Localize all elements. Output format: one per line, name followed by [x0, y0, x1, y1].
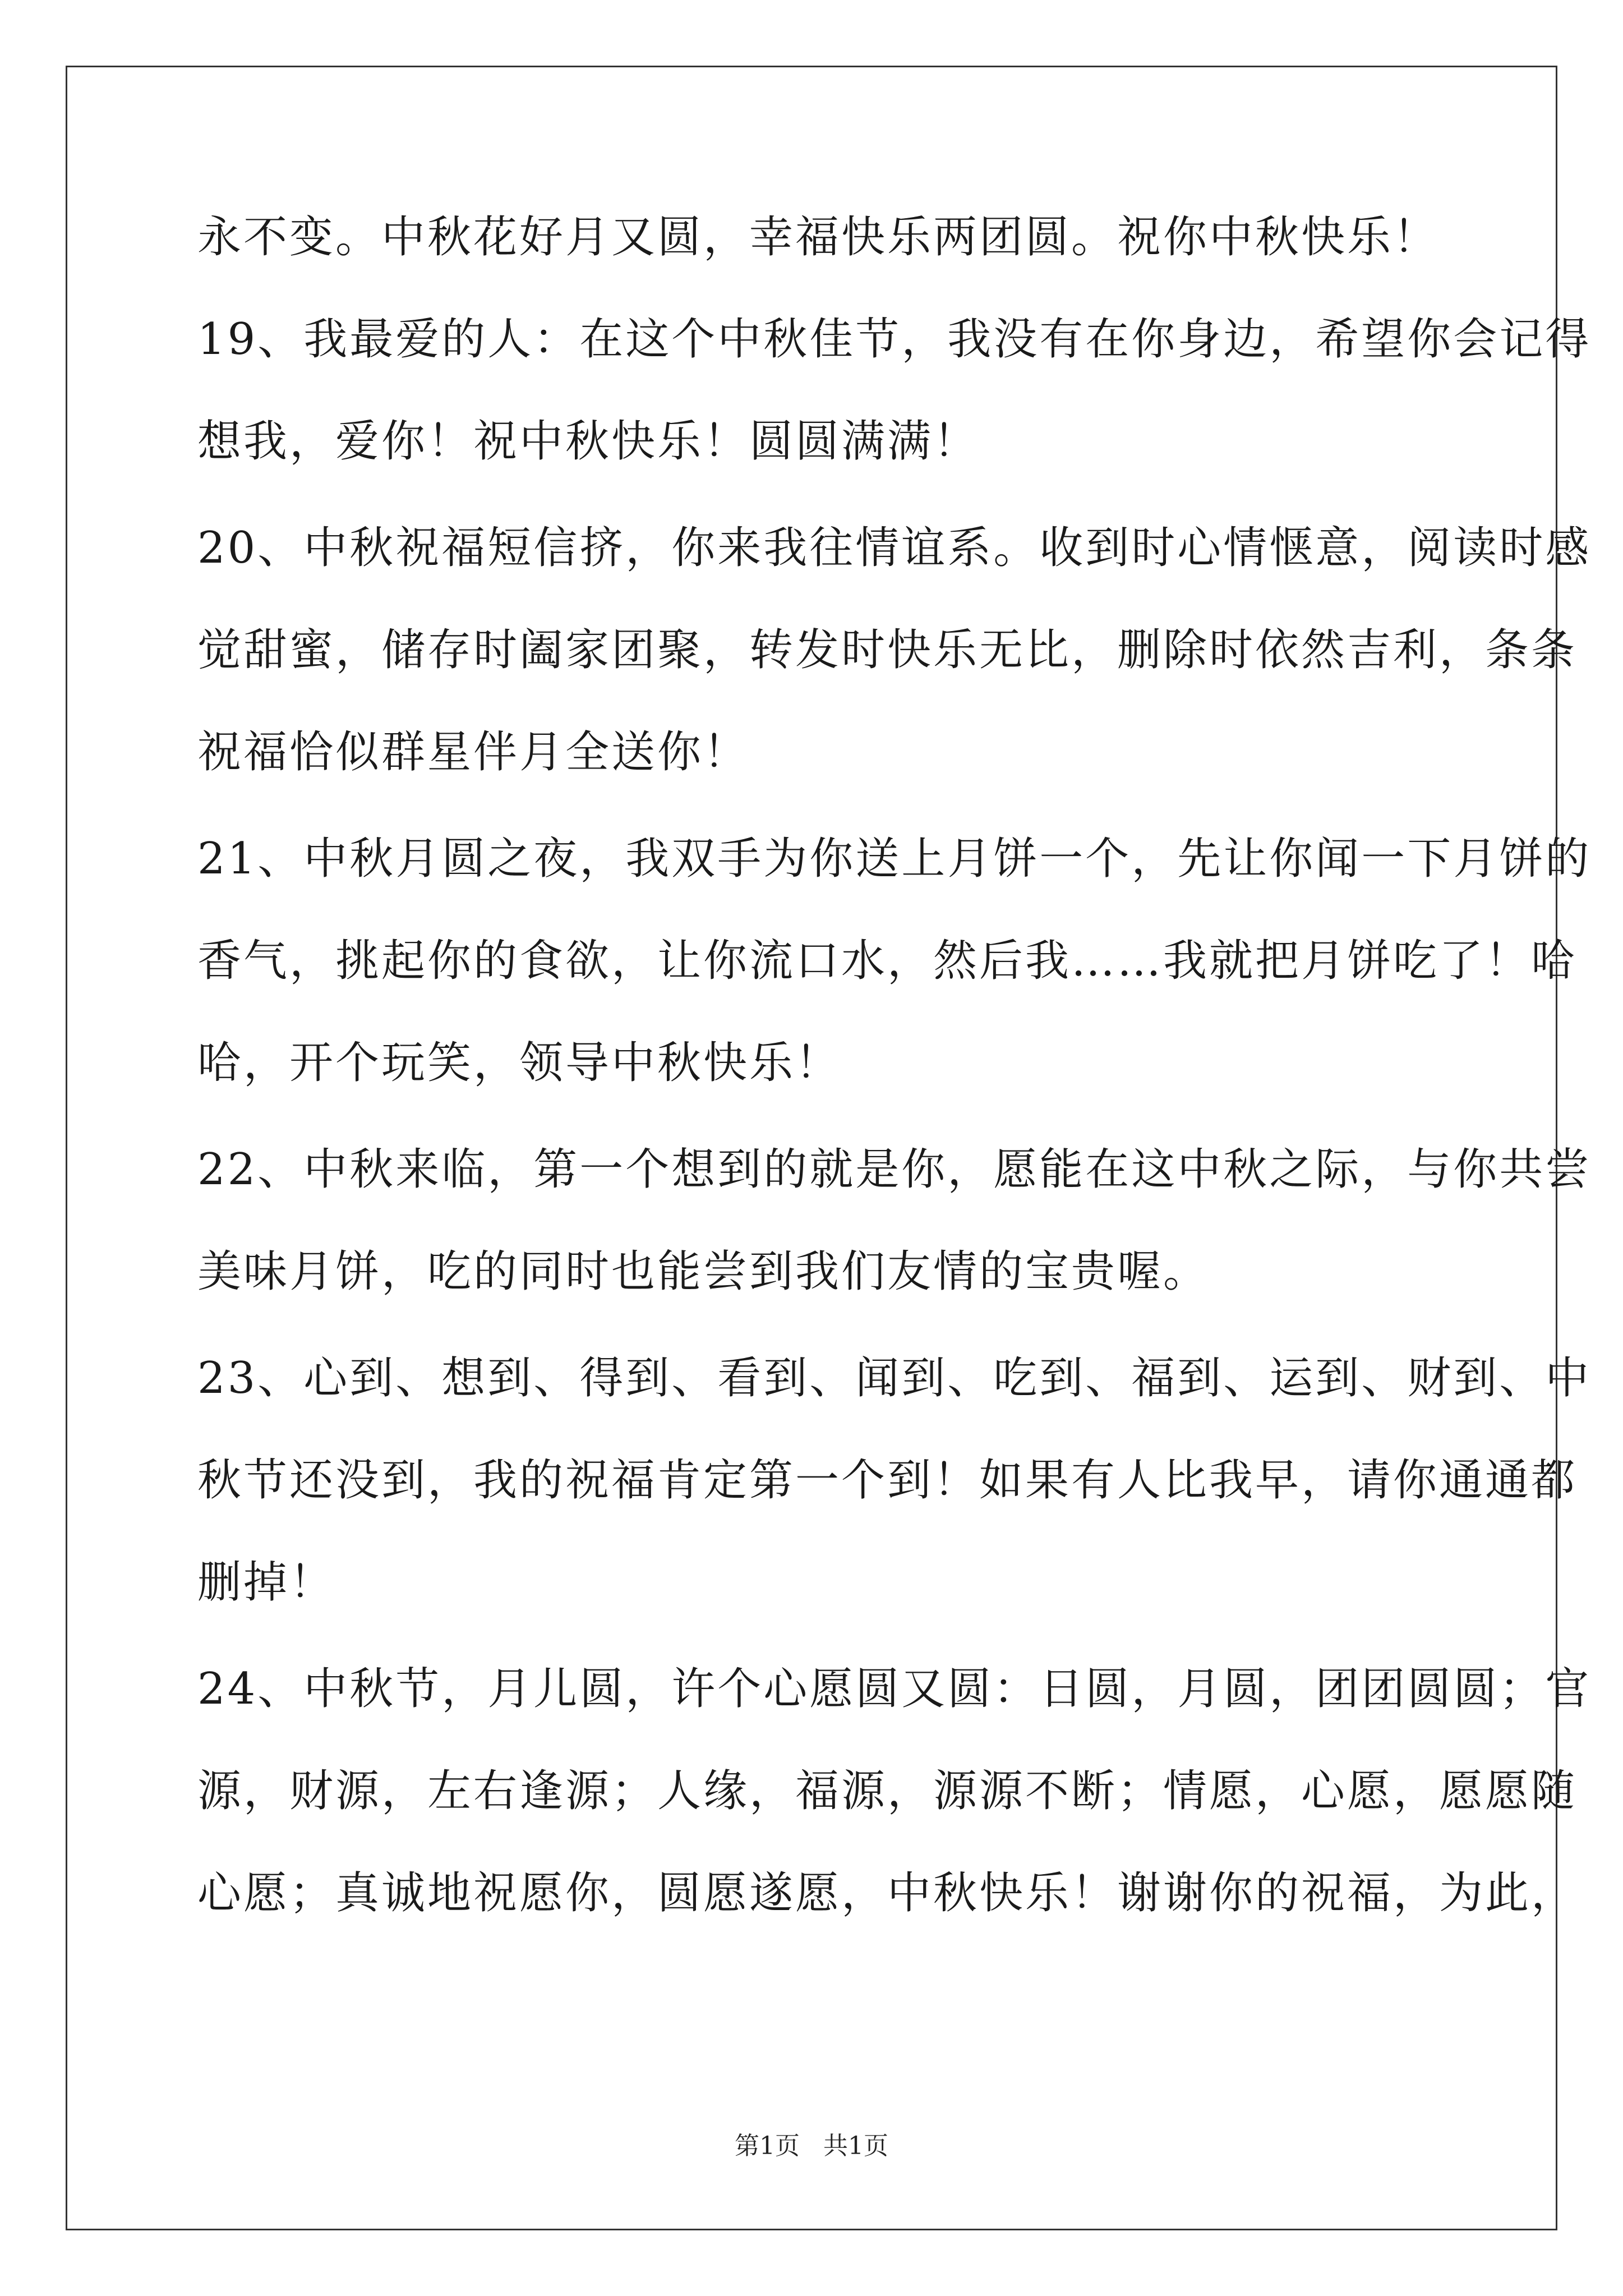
text-line: 香气，挑起你的食欲，让你流口水，然后我……我就把月饼吃了！哈 — [197, 936, 1578, 986]
text-line: 心愿；真诚地祝愿你，圆愿遂愿，中秋快乐！谢谢你的祝福，为此， — [197, 1868, 1578, 1918]
text-line: 美味月饼，吃的同时也能尝到我们友情的宝贵喔。 — [197, 1246, 1210, 1297]
text-line: 秋节还没到，我的祝福肯定第一个到！如果有人比我早，请你通通都 — [197, 1455, 1578, 1506]
text-line: 删掉！ — [197, 1557, 336, 1608]
text-line: 21、中秋月圆之夜，我双手为你送上月饼一个，先让你闻一下月饼的 — [197, 834, 1592, 884]
text-line: 24、中秋节，月儿圆，许个心愿圆又圆：日圆，月圆，团团圆圆；官 — [197, 1664, 1592, 1714]
page-footer — [0, 2132, 1623, 2161]
text-line: 19、我最爱的人：在这个中秋佳节，我没有在你身边，希望你会记得 — [197, 314, 1592, 365]
text-line: 祝福恰似群星伴月全送你！ — [197, 727, 750, 777]
page-number: 第1页 共1页 — [735, 2132, 888, 2160]
text-line: 源，财源，左右逢源；人缘，福源，源源不断；情愿，心愿，愿愿随 — [197, 1766, 1578, 1816]
text-line: 觉甜蜜，储存时阖家团聚，转发时快乐无比，删除时依然吉利，条条 — [197, 625, 1578, 675]
text-line: 22、中秋来临，第一个想到的就是你，愿能在这中秋之际，与你共尝 — [197, 1144, 1592, 1195]
text-line: 哈，开个玩笑，领导中秋快乐！ — [197, 1038, 842, 1088]
text-line: 永不变。中秋花好月又圆，幸福快乐两团圆。祝你中秋快乐！ — [197, 212, 1440, 263]
text-line: 20、中秋祝福短信挤，你来我往情谊系。收到时心情惬意，阅读时感 — [197, 523, 1592, 573]
text-line: 想我，爱你！祝中秋快乐！圆圆满满！ — [197, 416, 980, 467]
text-line: 23、心到、想到、得到、看到、闻到、吃到、福到、运到、财到、中 — [197, 1353, 1592, 1404]
